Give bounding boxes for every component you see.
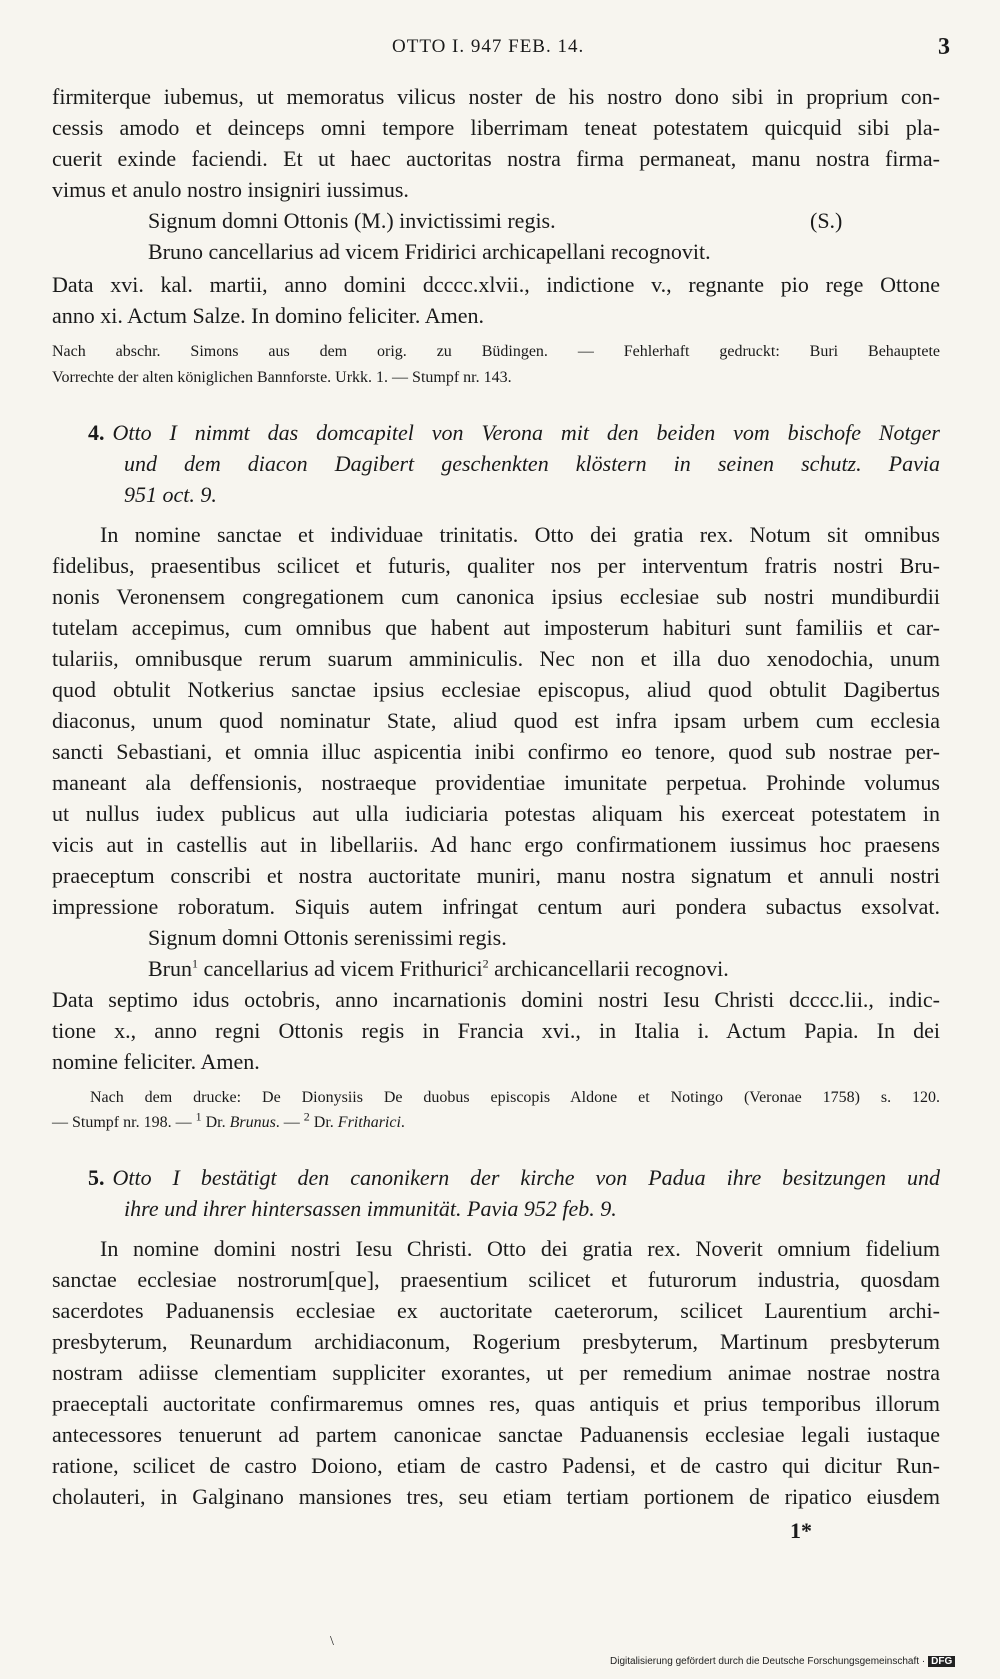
doc4-body-line: quod obtulit Notkerius sanctae ipsius ecclesiae episcopus, aliud quod obtulit Dagibertus xyxy=(52,677,940,702)
running-head xyxy=(0,36,1000,66)
note-text: Dr. xyxy=(309,1114,338,1131)
recognition-line: Bruno cancellarius ad vicem Fridirici archicapellani recognovit. xyxy=(148,239,711,264)
doc4-body-line: tutelam accepimus, cum omnibus que habent aut imposterum habituri sunt familiis et car- xyxy=(52,615,940,640)
data-line: anno xi. Actum Salze. In domino feliciter. Amen. xyxy=(52,303,484,328)
doc4-body-line: In nomine sanctae et individuae trinitatis. Otto dei gratia rex. Notum sit omnibus xyxy=(100,522,940,547)
recognition-text: cancellarius ad vicem Frithurici xyxy=(198,956,483,981)
dfg-logo: DFG xyxy=(928,1656,955,1667)
doc4-heading-line xyxy=(88,418,940,448)
doc4-note-line: Nach dem drucke: De Dionysiis De duobus episcopis Aldone et Notingo (Veronae 1758) s. 120. xyxy=(90,1089,940,1106)
text-line: cuerit exinde faciendi. Et ut haec auctoritas nostra firma permaneat, manu nostra firma- xyxy=(52,146,940,171)
note-line: Vorrechte der alten königlichen Bannforste. Urkk. 1. — Stumpf nr. 143. xyxy=(52,369,512,386)
doc4-note-line xyxy=(52,1111,405,1135)
note-text: . xyxy=(400,1114,405,1131)
footnote-mark: 2 xyxy=(303,1109,310,1124)
doc4-body-line: sancti Sebastiani, et omnia illuc aspicentia inibi confirmo eo tenore, quod sub nostrae per- xyxy=(52,739,940,764)
note-text: — Stumpf nr. 198. — xyxy=(52,1114,196,1131)
note-variant: Fritharici xyxy=(337,1114,401,1131)
recognition-text: Brun xyxy=(148,956,192,981)
signum-line: Signum domni Ottonis (M.) invictissimi regis. xyxy=(148,208,556,233)
doc4-signum-line: Signum domni Ottonis serenissimi regis. xyxy=(148,925,507,950)
doc4-body-line: tulariis, omnibusque rerum suarum amminiculis. Nec non et illa duo xenodochia, unum xyxy=(52,646,940,671)
doc4-data-line: nomine feliciter. Amen. xyxy=(52,1049,260,1074)
seal-mark: (S.) xyxy=(810,208,843,233)
footnote-mark: 1 xyxy=(195,1109,202,1124)
text-line: vimus et anulo nostro insigniri iussimus. xyxy=(52,177,409,202)
footer-credit xyxy=(610,1656,955,1667)
doc5-body-line: sanctae ecclesiae nostrorum[que], praesentium scilicet et futurorum industria, quosdam xyxy=(52,1267,940,1292)
doc5-body-line: In nomine domini nostri Iesu Christi. Otto dei gratia rex. Noverit omnium fidelium xyxy=(100,1236,940,1261)
footnote-ref: 1 xyxy=(192,956,198,971)
doc5-body-line: cholauteri, in Galginano mansiones tres, seu etiam tertiam portionem de ripatico eiusdem xyxy=(52,1484,940,1509)
doc4-heading-text: Otto I nimmt das domcapitel von Verona mit den beiden vom bischofe Notger xyxy=(112,420,940,445)
stray-mark: \ xyxy=(330,1634,334,1649)
doc5-heading-line: ihre und ihrer hintersassen immunität. Pavia 952 feb. 9. xyxy=(124,1196,617,1221)
doc4-body-line: impressione roboratum. Siquis autem infringat centum auri pondera subactus exsolvat. xyxy=(52,894,940,919)
doc5-body-line: sacerdotes Paduanensis ecclesiae ex auctoritate caeterorum, scilicet Laurentium archi- xyxy=(52,1298,940,1323)
doc4-body-line: vicis aut in castellis aut in libellariis. Ad hanc ergo confirmationem iussimus hoc praesens xyxy=(52,832,940,857)
doc4-body-line: praeceptum conscribi et nostra auctoritate muniri, manu nostra signatum et annuli nostri xyxy=(52,863,940,888)
doc5-number: 5. xyxy=(88,1165,105,1190)
recognition-text: archicancellarii recognovi. xyxy=(488,956,729,981)
note-text: Dr. xyxy=(201,1114,230,1131)
page-number: 3 xyxy=(938,34,950,60)
signature-mark: 1* xyxy=(790,1518,812,1543)
text-line: firmiterque iubemus, ut memoratus vilicus noster de his nostro dono sibi in proprium con- xyxy=(52,84,940,109)
data-line: Data xvi. kal. martii, anno domini dcccc.xlvii., indictione v., regnante pio rege Ottone xyxy=(52,272,940,297)
doc4-number: 4. xyxy=(88,420,105,445)
doc4-body-line: diaconus, unum quod nominatur State, aliud quod est infra ipsam urbem cum ecclesia xyxy=(52,708,940,733)
doc4-heading-line: und dem diacon Dagibert geschenkten klöstern in seinen schutz. Pavia xyxy=(124,451,940,476)
doc4-data-line: Data septimo idus octobris, anno incarnationis domini nostri Iesu Christi dcccc.lii., indic- xyxy=(52,987,940,1012)
doc4-body-line: nonis Veronensem congregationem cum canonica ipsius ecclesiae sub nostri mundiburdii xyxy=(52,584,940,609)
note-text: . — xyxy=(275,1114,304,1131)
doc4-data-line: tione x., anno regni Ottonis regis in Francia xvi., in Italia i. Actum Papia. In dei xyxy=(52,1018,940,1043)
doc4-body-line: fidelibus, praesentibus scilicet et futuris, qualiter nos per interventum fratris nostri Bru- xyxy=(52,553,940,578)
running-head-title: OTTO I. 947 FEB. 14. xyxy=(392,36,585,57)
footnote-ref: 2 xyxy=(482,956,489,971)
doc5-body-line: presbyterum, Reunardum archidiaconum, Rogerium presbyterum, Martinum presbyterum xyxy=(52,1329,940,1354)
doc4-body-line: maneant ala deffensionis, nostraeque providentiae imunitate perpetua. Prohinde volumus xyxy=(52,770,940,795)
doc4-body-line: ut nullus iudex publicus aut ulla iudiciaria potestas aliquam his exerceat potestatem in xyxy=(52,801,940,826)
doc5-heading-line xyxy=(88,1163,940,1193)
doc5-body-line: antecessores tenuerunt ad partem canonicae sanctae Paduanensis ecclesiae legali iustaque xyxy=(52,1422,940,1447)
doc5-body-line: praeceptali auctoritate confirmaremus omnes res, quas antiquis et prius temporibus illorum xyxy=(52,1391,940,1416)
doc5-heading-text: Otto I bestätigt den canonikern der kirche von Padua ihre besitzungen und xyxy=(112,1165,940,1190)
note-variant: Brunus xyxy=(229,1114,276,1131)
doc4-heading-line: 951 oct. 9. xyxy=(124,482,217,507)
doc5-body-line: ratione, scilicet de castro Doiono, etiam de castro Padensi, et de castro qui dicitur Run- xyxy=(52,1453,940,1478)
note-line: Nach abschr. Simons aus dem orig. zu Büdingen. — Fehlerhaft gedruckt: Buri Behauptete xyxy=(52,343,940,360)
doc4-recognition-line xyxy=(148,954,729,984)
doc5-body-line: nostram adiisse clementiam suppliciter exorantes, ut per remedium animae nostrae nostra xyxy=(52,1360,940,1385)
text-line: cessis amodo et deinceps omni tempore liberrimam teneat potestatem quicquid sibi pla- xyxy=(52,115,940,140)
footer-text: Digitalisierung gefördert durch die Deutsche Forschungsgemeinschaft · xyxy=(610,1656,926,1667)
